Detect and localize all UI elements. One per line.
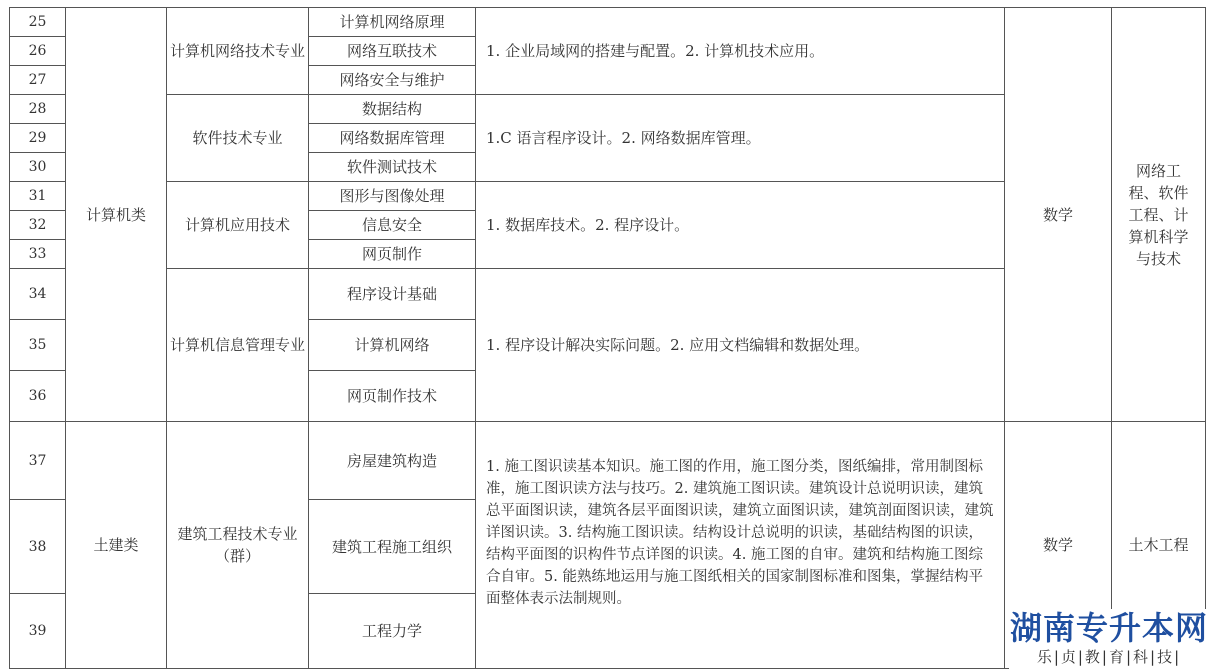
course-cell: 程序设计基础 — [309, 269, 476, 320]
course-cell: 网络安全与维护 — [309, 66, 476, 95]
watermark-title: 湖南专升本网 — [1009, 609, 1208, 647]
skills-cell: 1. 施工图识读基本知识。施工图的作用，施工图分类，图纸编排，常用制图标准，施工图识读方法与技巧。2. 建筑施工图识读。建筑设计总说明识读，建筑总平面图识读，建筑各层平面图识读，建筑立面图识读，建筑剖面图识读，建筑详图识读。3. 结构施工图识读。结构设计总说明的识读，基础结构图的识读，结构平面图的识构件节点详图的识读。4. 施工图的自审。建筑和结构施工图综合自审。5. 能熟练地运用与施工图纸相关的国家制图标准和图集，掌握结构平面整体表示法制规则。 — [476, 422, 1005, 669]
course-cell: 网络数据库管理 — [309, 124, 476, 153]
row-number: 25 — [10, 8, 66, 37]
table-row — [10, 422, 1206, 500]
bachelor-major-cell: 土木工程 — [1112, 422, 1206, 669]
row-number: 37 — [10, 422, 66, 500]
row-number: 38 — [10, 500, 66, 594]
course-cell: 图形与图像处理 — [309, 182, 476, 211]
row-number: 26 — [10, 37, 66, 66]
row-number: 28 — [10, 95, 66, 124]
table-row — [10, 8, 1206, 37]
row-number: 30 — [10, 153, 66, 182]
major-cell: 建筑工程技术专业（群） — [167, 422, 309, 669]
course-cell: 工程力学 — [309, 594, 476, 669]
course-cell: 网络互联技术 — [309, 37, 476, 66]
watermark-subtitle: 乐|贞|教|育|科|技| — [1036, 648, 1182, 666]
row-number: 34 — [10, 269, 66, 320]
exam-subject-cell: 数学 — [1005, 8, 1112, 422]
course-cell: 软件测试技术 — [309, 153, 476, 182]
row-number: 39 — [10, 594, 66, 669]
bachelor-major-cell: 网络工程、软件工程、计算机科学与技术 — [1112, 8, 1206, 422]
skills-cell: 1. 程序设计解决实际问题。2. 应用文档编辑和数据处理。 — [476, 269, 1005, 422]
major-cell: 计算机网络技术专业 — [167, 8, 309, 95]
skills-cell: 1. 企业局域网的搭建与配置。2. 计算机技术应用。 — [476, 8, 1005, 95]
course-cell: 信息安全 — [309, 211, 476, 240]
course-cell: 房屋建筑构造 — [309, 422, 476, 500]
row-number: 33 — [10, 240, 66, 269]
row-number: 29 — [10, 124, 66, 153]
skills-cell: 1.C 语言程序设计。2. 网络数据库管理。 — [476, 95, 1005, 182]
row-number: 35 — [10, 320, 66, 371]
course-cell: 计算机网络 — [309, 320, 476, 371]
course-cell: 计算机网络原理 — [309, 8, 476, 37]
course-cell: 网页制作技术 — [309, 371, 476, 422]
course-cell: 网页制作 — [309, 240, 476, 269]
row-number: 36 — [10, 371, 66, 422]
major-cell: 计算机应用技术 — [167, 182, 309, 269]
course-cell: 建筑工程施工组织 — [309, 500, 476, 594]
skills-cell: 1. 数据库技术。2. 程序设计。 — [476, 182, 1005, 269]
exam-subject-cell: 数学 — [1005, 422, 1112, 669]
watermark-logo — [1009, 609, 1209, 669]
major-cell: 计算机信息管理专业 — [167, 269, 309, 422]
course-cell: 数据结构 — [309, 95, 476, 124]
row-number: 31 — [10, 182, 66, 211]
row-number: 27 — [10, 66, 66, 95]
row-number: 32 — [10, 211, 66, 240]
category-cell: 土建类 — [66, 422, 167, 669]
major-cell: 软件技术专业 — [167, 95, 309, 182]
curriculum-table — [9, 7, 1206, 669]
category-cell: 计算机类 — [66, 8, 167, 422]
